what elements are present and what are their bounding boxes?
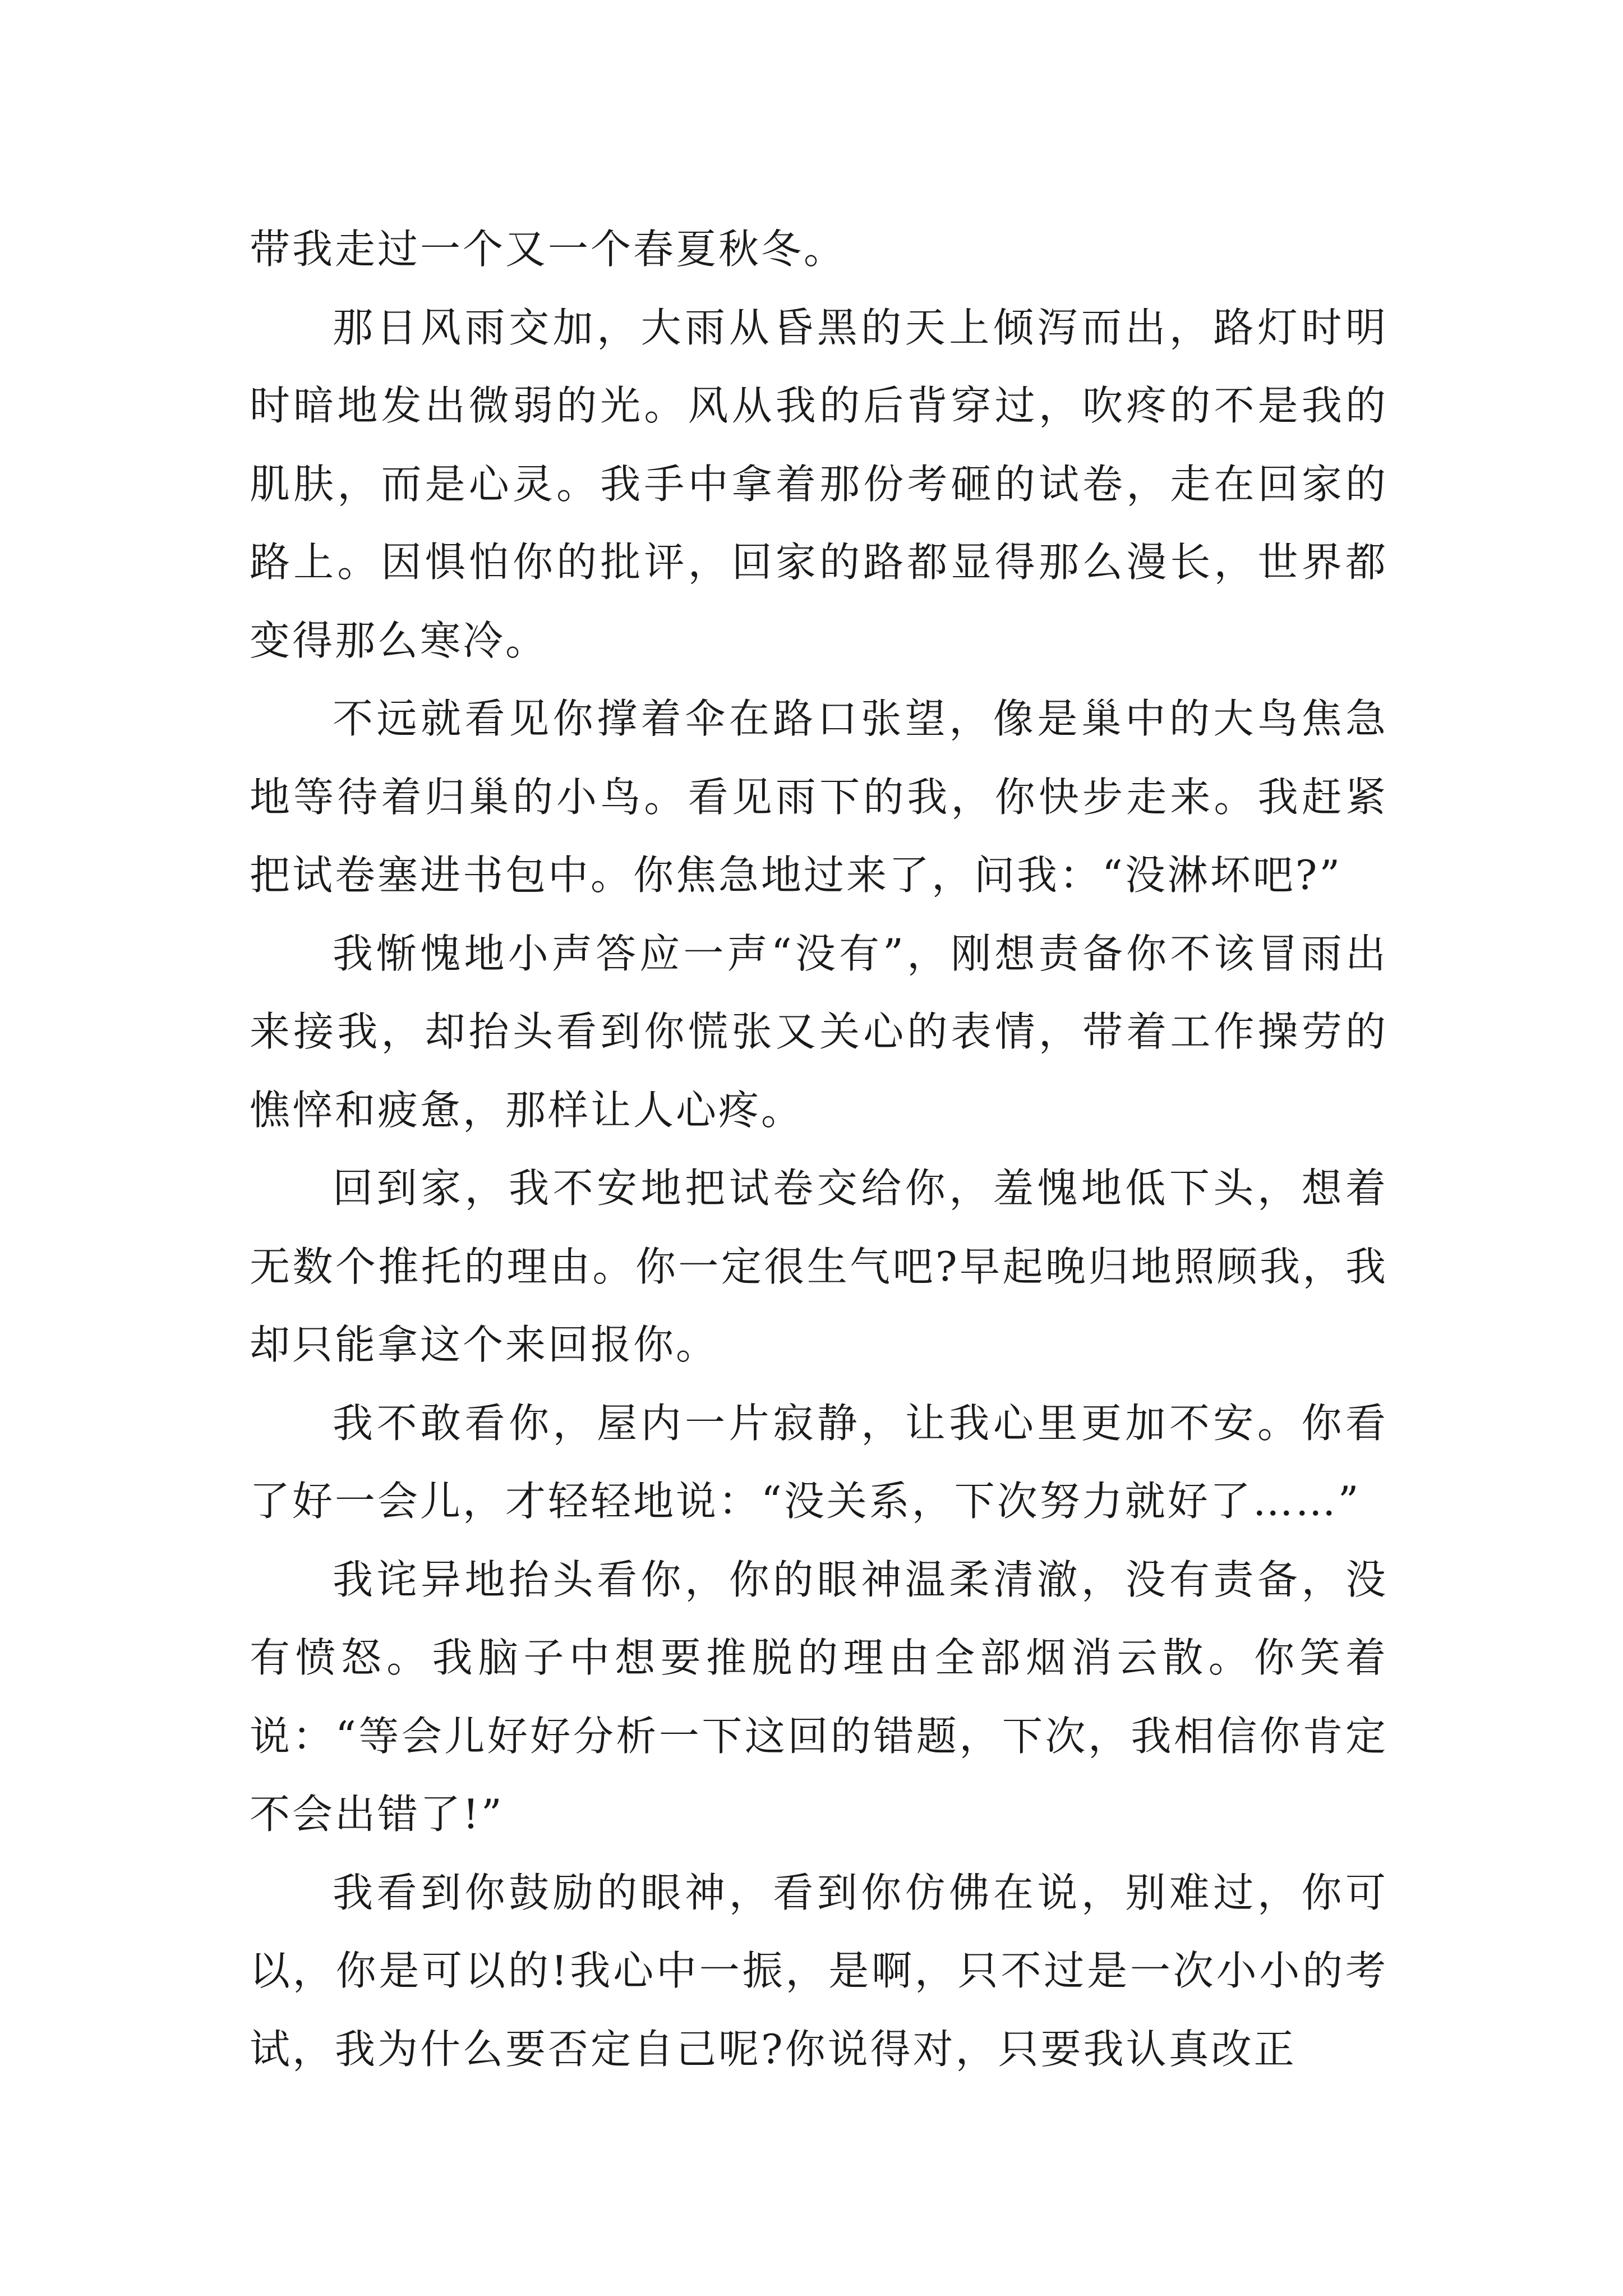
paragraph-7: 我诧异地抬头看你，你的眼神温柔清澈，没有责备，没有愤怒。我脑子中想要推脱的理由全部烟消云散。你笑着说：“等会儿好好分析一下这回的错题，下次，我相信你肯定不会出错了!” xyxy=(250,1556,1388,1838)
body-text xyxy=(250,210,1388,2088)
paragraph-4: 我惭愧地小声答应一声“没有”，刚想责备你不该冒雨出来接我，却抬头看到你慌张又关心的表情，带着工作操劳的憔悴和疲惫，那样让人心疼。 xyxy=(250,930,1388,1134)
paragraph-8: 我看到你鼓励的眼神，看到你仿佛在说，别难过，你可以，你是可以的!我心中一振，是啊，只不过是一次小小的考试，我为什么要否定自己呢?你说得对，只要我认真改正 xyxy=(250,1869,1388,2073)
paragraph-1: 带我走过一个又一个春夏秋冬。 xyxy=(250,226,847,273)
paragraph-2: 那日风雨交加，大雨从昏黑的天上倾泻而出，路灯时明时暗地发出微弱的光。风从我的后背穿过，吹疼的不是我的肌肤，而是心灵。我手中拿着那份考砸的试卷，走在回家的路上。因惧怕你的批评，回家的路都显得那么漫长，世界都变得那么寒冷。 xyxy=(250,303,1388,664)
paragraph-5: 回到家，我不安地把试卷交给你，羞愧地低下头，想着无数个推托的理由。你一定很生气吧?早起晚归地照顾我，我却只能拿这个来回报你。 xyxy=(250,1165,1388,1368)
paragraph-3: 不远就看见你撑着伞在路口张望，像是巢中的大鸟焦急地等待着归巢的小鸟。看见雨下的我，你快步走来。我赶紧把试卷塞进书包中。你焦急地过来了，问我：“没淋坏吧?” xyxy=(250,695,1388,899)
paragraph-6: 我不敢看你，屋内一片寂静，让我心里更加不安。你看了好一会儿，才轻轻地说：“没关系，下次努力就好了……” xyxy=(250,1399,1388,1525)
